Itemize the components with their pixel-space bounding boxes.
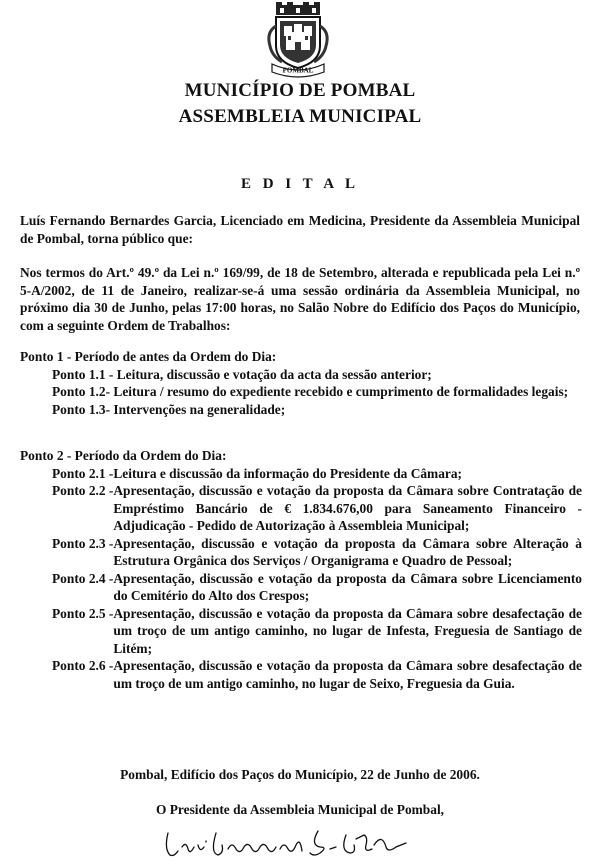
agenda-item-label: Ponto 2.4 - (52, 570, 114, 586)
agenda-item-text: Intervenções na generalidade; (113, 401, 286, 417)
agenda-item (20, 605, 582, 658)
agenda-item-text: Apresentação, discussão e votação da proposta da Câmara sobre Licenciamento do Cemitério do Alto dos Crespos; (113, 570, 582, 603)
signatory-line: O Presidente da Assembleia Municipal de Pombal, (155, 802, 445, 817)
agenda-item (20, 570, 582, 605)
document-title: E D I T A L (240, 176, 360, 192)
crest-ribbon-text: POMBAL (282, 66, 314, 75)
agenda-item-label: Ponto 1.2- (52, 384, 111, 399)
agenda-item-label: Ponto 2.6 - (52, 658, 114, 673)
body-paragraph: Nos termos do Art.º 49.º da Lei n.º 169/99, de 18 de Setembro, alterada e republicada pela Lei n.º 5-A/2002, de 11 de Janeiro, realizar-se-á uma sessão ordinária da Assembleia Municipal, no próximo dia 30 de Junho, pelas 17:00 horas, no Salão Nobre do Edifício dos Paços do Município, com a seguinte Ordem de Trabalhos: (20, 265, 580, 333)
agenda-item-label: Ponto 2.1 - (52, 465, 114, 481)
ponto-2-section (20, 447, 582, 692)
agenda-item-text: Leitura / resumo do expediente recebido e cumprimento de formalidades legais; (113, 384, 569, 399)
agenda-item-label: Ponto 1.1 - (52, 366, 114, 382)
intro-paragraph: Luís Fernando Bernardes Garcia, Licenciado em Medicina, Presidente da Assembleia Municipal de Pombal, torna público que: (20, 213, 580, 246)
agenda-item (20, 657, 582, 692)
agenda-item-text: Apresentação, discussão e votação da proposta da Câmara sobre Contratação de Empréstimo Bancário de € 1.834.676,00 para Saneamento Financeiro - Adjudicação - Pedido de Autorização à Assembleia Municipal; (113, 483, 582, 533)
agenda-item-label: Ponto 2.3 - (52, 535, 114, 551)
ponto-1-title: Ponto 1 - Período de antes da Ordem do Dia: (20, 349, 277, 364)
agenda-item-text: Leitura, discussão e votação da acta da sessão anterior; (116, 366, 432, 382)
agenda-item-label: Ponto 2.2 - (52, 483, 114, 498)
agenda-item (20, 366, 582, 384)
place-and-date: Pombal, Edifício dos Paços do Município, 22 de Junho de 2006. (120, 767, 480, 782)
agenda-item-text: Apresentação, discussão e votação da proposta da Câmara sobre Alteração à Estrutura Orgânica dos Serviços / Organigrama e Quadro de Pessoal; (113, 535, 582, 568)
ponto-2-title: Ponto 2 - Período da Ordem do Dia: (20, 448, 227, 463)
municipal-coat-of-arms (262, 2, 334, 78)
agenda-item (20, 482, 582, 535)
agenda-item-label: Ponto 2.5 - (52, 605, 114, 621)
agenda-item-label: Ponto 1.3- (52, 401, 111, 417)
agenda-item-text: Leitura e discussão da informação do Presidente da Câmara; (113, 465, 463, 481)
assembly-name: ASSEMBLEIA MUNICIPAL (178, 106, 422, 127)
agenda-item-text: Apresentação, discussão e votação da proposta da Câmara sobre desafectação de um troço de um antigo caminho, no lugar de Seixo, Freguesia da Guia. (113, 658, 582, 691)
agenda-item (20, 383, 582, 401)
agenda-item (20, 465, 582, 483)
agenda-item (20, 535, 582, 570)
handwritten-signature (160, 823, 420, 863)
agenda-item (20, 401, 582, 419)
ponto-1-section (20, 348, 582, 418)
agenda-item-text: Apresentação, discussão e votação da proposta da Câmara sobre desafectação de um troço de um antigo caminho, no lugar de Infesta, Freguesia de Santiago de Litém; (113, 605, 582, 656)
municipality-name: MUNICÍPIO DE POMBAL (184, 80, 416, 101)
